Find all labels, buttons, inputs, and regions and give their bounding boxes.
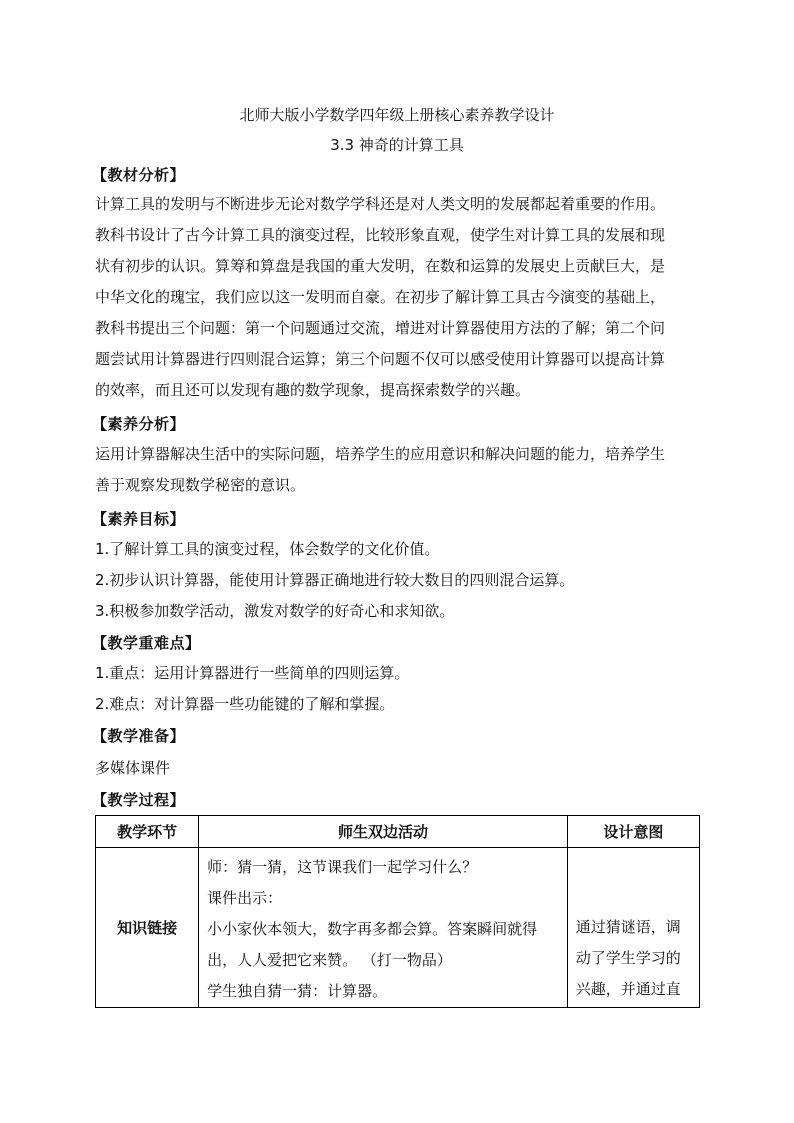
lesson-title: 3.3 神奇的计算工具	[330, 136, 464, 154]
activity-line: 课件出示：	[207, 889, 283, 907]
key-points-heading: 【教学重难点】	[92, 634, 201, 652]
literacy-analysis-text	[95, 439, 715, 501]
textbook-analysis-text	[95, 189, 715, 406]
goal-item: 3.积极参加数学活动，激发对数学的好奇心和求知欲。	[95, 602, 455, 620]
activity-line: 学生独自猜一猜：计算器。	[207, 982, 388, 1000]
goal-item: 1.了解计算工具的演变过程，体会数学的文化价值。	[95, 540, 440, 558]
paragraph-line: 善于观察发现数学秘密的意识。	[95, 476, 306, 494]
activity-line: 师：猜一猜，这节课我们一起学习什么？	[207, 858, 478, 876]
key-points-list	[95, 658, 715, 720]
intent-cell	[567, 848, 699, 1008]
activity-line: 出，人人爱把它来赞。 （打一物品）	[207, 951, 452, 969]
table-row	[96, 848, 700, 1008]
process-heading: 【教学过程】	[92, 791, 186, 809]
stage-cell: 知识链接	[96, 848, 199, 1008]
column-header-stage: 教学环节	[96, 816, 199, 848]
literacy-goals-heading: 【素养目标】	[92, 510, 186, 528]
paragraph-line: 教科书设计了古今计算工具的演变过程，比较形象直观，使学生对计算工具的发展和现	[95, 226, 666, 244]
paragraph-line: 多媒体课件	[95, 759, 171, 777]
teaching-process-table	[95, 815, 700, 1008]
paragraph-line: 教科书提出三个问题：第一个问题通过交流，增进对计算器使用方法的了解；第二个问	[95, 319, 666, 337]
paragraph-line: 题尝试用计算器进行四则混合运算；第三个问题不仅可以感受使用计算器可以提高计算	[95, 350, 666, 368]
key-point-item: 1.重点：运用计算器进行一些简单的四则运算。	[95, 664, 410, 682]
paragraph-line: 状有初步的认识。算筹和算盘是我国的重大发明，在数和运算的发展史上贡献巨大，是	[95, 257, 666, 275]
paragraph-line: 的效率，而且还可以发现有趣的数学现象，提高探索数学的兴趣。	[95, 381, 531, 399]
table-header-row	[96, 816, 700, 848]
intent-line: 动了学生学习的	[575, 949, 681, 967]
column-header-activities: 师生双边活动	[199, 816, 568, 848]
goal-item: 2.初步认识计算器，能使用计算器正确地进行较大数目的四则混合运算。	[95, 571, 575, 589]
preparation-text	[95, 753, 715, 784]
preparation-heading: 【教学准备】	[92, 727, 186, 745]
literacy-goals-list	[95, 534, 715, 627]
activity-line: 小小家伙本领大，数字再多都会算。答案瞬间就得	[207, 920, 538, 938]
paragraph-line: 运用计算器解决生活中的实际问题，培养学生的应用意识和解决问题的能力，培养学生	[95, 445, 666, 463]
literacy-analysis-heading: 【素养分析】	[92, 415, 186, 433]
intent-line: 通过猜谜语，调	[575, 918, 681, 936]
key-point-item: 2.难点：对计算器一些功能键的了解和掌握。	[95, 695, 395, 713]
paragraph-line: 计算工具的发明与不断进步无论对数学学科还是对人类文明的发展都起着重要的作用。	[95, 195, 666, 213]
intent-line: 兴趣，并通过直	[575, 980, 681, 998]
activities-cell	[199, 848, 568, 1008]
paragraph-line: 中华文化的瑰宝，我们应以这一发明而自豪。在初步了解计算工具古今演变的基础上，	[95, 288, 666, 306]
document-title: 北师大版小学数学四年级上册核心素养教学设计	[239, 106, 555, 124]
textbook-analysis-heading: 【教材分析】	[92, 166, 186, 184]
column-header-intent: 设计意图	[567, 816, 699, 848]
